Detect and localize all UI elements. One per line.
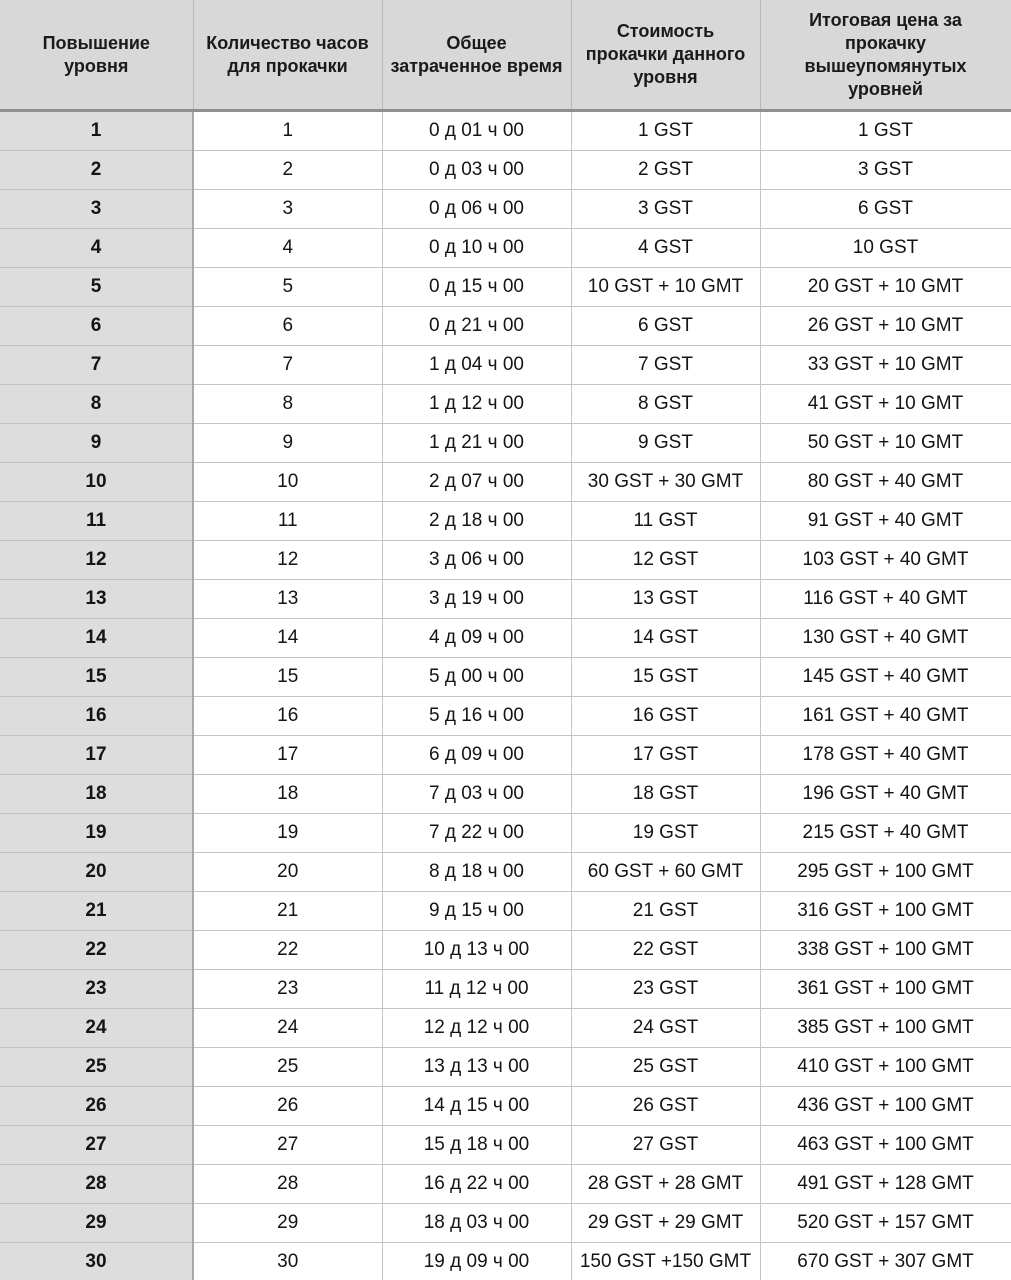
table-row xyxy=(0,229,1011,268)
hours-cell: 3 xyxy=(193,190,382,229)
table-row xyxy=(0,1204,1011,1243)
cumulative-cost-cell: 10 GST xyxy=(760,229,1011,268)
hours-cell: 22 xyxy=(193,931,382,970)
cumulative-cost-cell: 50 GST + 10 GMT xyxy=(760,424,1011,463)
level-cost-cell: 11 GST xyxy=(571,502,760,541)
total-time-cell: 3 д 06 ч 00 xyxy=(382,541,571,580)
hours-cell: 2 xyxy=(193,151,382,190)
hours-cell: 20 xyxy=(193,853,382,892)
cumulative-cost-cell: 3 GST xyxy=(760,151,1011,190)
level-cell: 4 xyxy=(0,229,193,268)
level-cell: 17 xyxy=(0,736,193,775)
level-cell: 15 xyxy=(0,658,193,697)
cumulative-cost-cell: 670 GST + 307 GMT xyxy=(760,1243,1011,1280)
level-cost-cell: 17 GST xyxy=(571,736,760,775)
cumulative-cost-cell: 26 GST + 10 GMT xyxy=(760,307,1011,346)
total-time-cell: 6 д 09 ч 00 xyxy=(382,736,571,775)
table-row xyxy=(0,385,1011,424)
level-cost-cell: 24 GST xyxy=(571,1009,760,1048)
total-time-cell: 0 д 06 ч 00 xyxy=(382,190,571,229)
header-level: Повышение уровня xyxy=(0,0,193,111)
table-row xyxy=(0,1126,1011,1165)
hours-cell: 26 xyxy=(193,1087,382,1126)
level-cell: 27 xyxy=(0,1126,193,1165)
total-time-cell: 0 д 21 ч 00 xyxy=(382,307,571,346)
table-header xyxy=(0,0,1011,111)
cumulative-cost-cell: 130 GST + 40 GMT xyxy=(760,619,1011,658)
hours-cell: 1 xyxy=(193,111,382,151)
hours-cell: 29 xyxy=(193,1204,382,1243)
level-cost-cell: 26 GST xyxy=(571,1087,760,1126)
cumulative-cost-cell: 6 GST xyxy=(760,190,1011,229)
level-cell: 13 xyxy=(0,580,193,619)
level-cell: 18 xyxy=(0,775,193,814)
total-time-cell: 0 д 15 ч 00 xyxy=(382,268,571,307)
cumulative-cost-cell: 161 GST + 40 GMT xyxy=(760,697,1011,736)
table-row xyxy=(0,190,1011,229)
hours-cell: 21 xyxy=(193,892,382,931)
level-cost-cell: 13 GST xyxy=(571,580,760,619)
level-cell: 26 xyxy=(0,1087,193,1126)
total-time-cell: 2 д 18 ч 00 xyxy=(382,502,571,541)
level-cell: 2 xyxy=(0,151,193,190)
total-time-cell: 0 д 03 ч 00 xyxy=(382,151,571,190)
total-time-cell: 10 д 13 ч 00 xyxy=(382,931,571,970)
level-cost-cell: 30 GST + 30 GMT xyxy=(571,463,760,502)
total-time-cell: 2 д 07 ч 00 xyxy=(382,463,571,502)
level-cell: 21 xyxy=(0,892,193,931)
cumulative-cost-cell: 215 GST + 40 GMT xyxy=(760,814,1011,853)
level-cell: 10 xyxy=(0,463,193,502)
cumulative-cost-cell: 91 GST + 40 GMT xyxy=(760,502,1011,541)
hours-cell: 8 xyxy=(193,385,382,424)
cumulative-cost-cell: 20 GST + 10 GMT xyxy=(760,268,1011,307)
hours-cell: 9 xyxy=(193,424,382,463)
level-cost-cell: 22 GST xyxy=(571,931,760,970)
table-row xyxy=(0,424,1011,463)
total-time-cell: 13 д 13 ч 00 xyxy=(382,1048,571,1087)
table-row xyxy=(0,814,1011,853)
hours-cell: 24 xyxy=(193,1009,382,1048)
cumulative-cost-cell: 338 GST + 100 GMT xyxy=(760,931,1011,970)
table-row xyxy=(0,580,1011,619)
table-row xyxy=(0,970,1011,1009)
hours-cell: 4 xyxy=(193,229,382,268)
level-cell: 25 xyxy=(0,1048,193,1087)
header-hours: Количество часов для прокачки xyxy=(193,0,382,111)
cumulative-cost-cell: 103 GST + 40 GMT xyxy=(760,541,1011,580)
level-cost-cell: 60 GST + 60 GMT xyxy=(571,853,760,892)
cumulative-cost-cell: 520 GST + 157 GMT xyxy=(760,1204,1011,1243)
level-cost-cell: 4 GST xyxy=(571,229,760,268)
level-cost-cell: 28 GST + 28 GMT xyxy=(571,1165,760,1204)
level-cost-cell: 18 GST xyxy=(571,775,760,814)
level-cell: 3 xyxy=(0,190,193,229)
level-cell: 12 xyxy=(0,541,193,580)
cumulative-cost-cell: 463 GST + 100 GMT xyxy=(760,1126,1011,1165)
level-cell: 29 xyxy=(0,1204,193,1243)
hours-cell: 27 xyxy=(193,1126,382,1165)
hours-cell: 5 xyxy=(193,268,382,307)
hours-cell: 14 xyxy=(193,619,382,658)
level-cost-cell: 27 GST xyxy=(571,1126,760,1165)
table-row xyxy=(0,892,1011,931)
table-row xyxy=(0,736,1011,775)
level-cell: 28 xyxy=(0,1165,193,1204)
level-cost-cell: 21 GST xyxy=(571,892,760,931)
hours-cell: 12 xyxy=(193,541,382,580)
total-time-cell: 1 д 04 ч 00 xyxy=(382,346,571,385)
level-cost-cell: 14 GST xyxy=(571,619,760,658)
hours-cell: 11 xyxy=(193,502,382,541)
total-time-cell: 18 д 03 ч 00 xyxy=(382,1204,571,1243)
cumulative-cost-cell: 41 GST + 10 GMT xyxy=(760,385,1011,424)
header-level-cost: Стоимость прокачки данного уровня xyxy=(571,0,760,111)
level-cost-cell: 10 GST + 10 GMT xyxy=(571,268,760,307)
level-cost-cell: 23 GST xyxy=(571,970,760,1009)
level-cost-cell: 2 GST xyxy=(571,151,760,190)
header-cumulative-cost: Итоговая цена за прокачку вышеупомянутых уровней xyxy=(760,0,1011,111)
cumulative-cost-cell: 116 GST + 40 GMT xyxy=(760,580,1011,619)
level-cost-cell: 15 GST xyxy=(571,658,760,697)
level-cost-cell: 12 GST xyxy=(571,541,760,580)
level-cell: 20 xyxy=(0,853,193,892)
total-time-cell: 14 д 15 ч 00 xyxy=(382,1087,571,1126)
cumulative-cost-cell: 196 GST + 40 GMT xyxy=(760,775,1011,814)
hours-cell: 25 xyxy=(193,1048,382,1087)
total-time-cell: 4 д 09 ч 00 xyxy=(382,619,571,658)
cumulative-cost-cell: 178 GST + 40 GMT xyxy=(760,736,1011,775)
hours-cell: 28 xyxy=(193,1165,382,1204)
table-row xyxy=(0,697,1011,736)
hours-cell: 15 xyxy=(193,658,382,697)
hours-cell: 30 xyxy=(193,1243,382,1280)
table-row xyxy=(0,151,1011,190)
cumulative-cost-cell: 33 GST + 10 GMT xyxy=(760,346,1011,385)
table-row xyxy=(0,541,1011,580)
table-body xyxy=(0,111,1011,1280)
level-cell: 16 xyxy=(0,697,193,736)
cumulative-cost-cell: 491 GST + 128 GMT xyxy=(760,1165,1011,1204)
hours-cell: 23 xyxy=(193,970,382,1009)
total-time-cell: 5 д 16 ч 00 xyxy=(382,697,571,736)
total-time-cell: 3 д 19 ч 00 xyxy=(382,580,571,619)
hours-cell: 19 xyxy=(193,814,382,853)
table-row xyxy=(0,619,1011,658)
total-time-cell: 0 д 10 ч 00 xyxy=(382,229,571,268)
level-cell: 23 xyxy=(0,970,193,1009)
table-row xyxy=(0,1243,1011,1280)
cumulative-cost-cell: 80 GST + 40 GMT xyxy=(760,463,1011,502)
level-cell: 14 xyxy=(0,619,193,658)
table-row xyxy=(0,307,1011,346)
level-cell: 8 xyxy=(0,385,193,424)
total-time-cell: 9 д 15 ч 00 xyxy=(382,892,571,931)
table-row xyxy=(0,1048,1011,1087)
hours-cell: 17 xyxy=(193,736,382,775)
cumulative-cost-cell: 361 GST + 100 GMT xyxy=(760,970,1011,1009)
table-row xyxy=(0,1009,1011,1048)
hours-cell: 18 xyxy=(193,775,382,814)
level-cost-cell: 29 GST + 29 GMT xyxy=(571,1204,760,1243)
hours-cell: 6 xyxy=(193,307,382,346)
total-time-cell: 1 д 21 ч 00 xyxy=(382,424,571,463)
level-cost-cell: 3 GST xyxy=(571,190,760,229)
table-row xyxy=(0,931,1011,970)
total-time-cell: 12 д 12 ч 00 xyxy=(382,1009,571,1048)
total-time-cell: 1 д 12 ч 00 xyxy=(382,385,571,424)
total-time-cell: 19 д 09 ч 00 xyxy=(382,1243,571,1280)
table-row xyxy=(0,853,1011,892)
hours-cell: 16 xyxy=(193,697,382,736)
table-row xyxy=(0,111,1011,151)
level-cell: 24 xyxy=(0,1009,193,1048)
table-row xyxy=(0,502,1011,541)
total-time-cell: 7 д 03 ч 00 xyxy=(382,775,571,814)
level-cell: 1 xyxy=(0,111,193,151)
cumulative-cost-cell: 295 GST + 100 GMT xyxy=(760,853,1011,892)
table-row xyxy=(0,775,1011,814)
level-cell: 22 xyxy=(0,931,193,970)
total-time-cell: 11 д 12 ч 00 xyxy=(382,970,571,1009)
level-cell: 6 xyxy=(0,307,193,346)
table-row xyxy=(0,658,1011,697)
cumulative-cost-cell: 410 GST + 100 GMT xyxy=(760,1048,1011,1087)
level-cost-cell: 7 GST xyxy=(571,346,760,385)
hours-cell: 10 xyxy=(193,463,382,502)
level-cost-cell: 8 GST xyxy=(571,385,760,424)
total-time-cell: 8 д 18 ч 00 xyxy=(382,853,571,892)
hours-cell: 7 xyxy=(193,346,382,385)
cumulative-cost-cell: 436 GST + 100 GMT xyxy=(760,1087,1011,1126)
level-cost-cell: 9 GST xyxy=(571,424,760,463)
table-row xyxy=(0,346,1011,385)
table-row xyxy=(0,268,1011,307)
total-time-cell: 0 д 01 ч 00 xyxy=(382,111,571,151)
level-cell: 5 xyxy=(0,268,193,307)
total-time-cell: 7 д 22 ч 00 xyxy=(382,814,571,853)
total-time-cell: 15 д 18 ч 00 xyxy=(382,1126,571,1165)
cumulative-cost-cell: 145 GST + 40 GMT xyxy=(760,658,1011,697)
level-cost-cell: 1 GST xyxy=(571,111,760,151)
hours-cell: 13 xyxy=(193,580,382,619)
level-cell: 9 xyxy=(0,424,193,463)
header-total-time: Общее затраченное время xyxy=(382,0,571,111)
level-cost-cell: 19 GST xyxy=(571,814,760,853)
table-row xyxy=(0,463,1011,502)
cumulative-cost-cell: 316 GST + 100 GMT xyxy=(760,892,1011,931)
level-cost-cell: 16 GST xyxy=(571,697,760,736)
level-cost-cell: 25 GST xyxy=(571,1048,760,1087)
level-cell: 19 xyxy=(0,814,193,853)
table-row xyxy=(0,1087,1011,1126)
cumulative-cost-cell: 1 GST xyxy=(760,111,1011,151)
level-cell: 7 xyxy=(0,346,193,385)
level-cell: 11 xyxy=(0,502,193,541)
total-time-cell: 5 д 00 ч 00 xyxy=(382,658,571,697)
level-cell: 30 xyxy=(0,1243,193,1280)
total-time-cell: 16 д 22 ч 00 xyxy=(382,1165,571,1204)
header-row xyxy=(0,0,1011,111)
level-cost-cell: 6 GST xyxy=(571,307,760,346)
table-row xyxy=(0,1165,1011,1204)
cumulative-cost-cell: 385 GST + 100 GMT xyxy=(760,1009,1011,1048)
level-cost-cell: 150 GST +150 GMT xyxy=(571,1243,760,1280)
